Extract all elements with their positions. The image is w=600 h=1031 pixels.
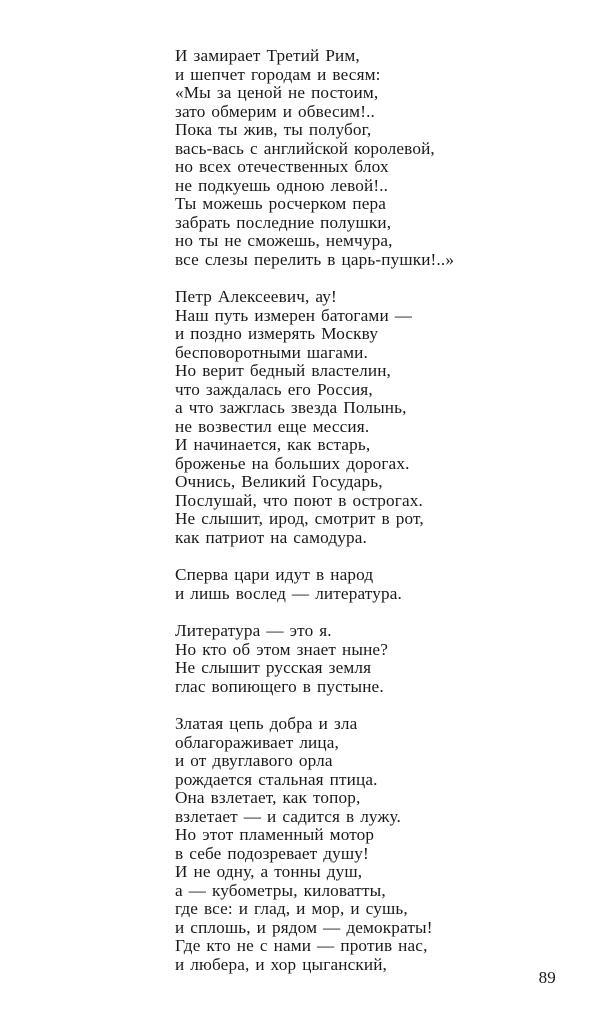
poem-line: «Мы за ценой не постоим, <box>175 83 379 102</box>
poem-line: Литература — это я. <box>175 621 332 640</box>
poem-line: рождается стальная птица. <box>175 769 378 789</box>
poem-line: Очнись, Великий Государь, <box>175 472 383 491</box>
poem-line: что заждалась его Россия, <box>175 379 373 399</box>
poem-line: но ты не сможешь, немчура, <box>175 231 393 250</box>
poem-line: бесповоротными шагами. <box>175 342 368 362</box>
poem-line: Но верит бедный властелин, <box>175 361 391 380</box>
poem-line: и люберa, и хор цыганский, <box>175 954 387 974</box>
poem-line: где все: и глад, и мор, и сушь, <box>175 899 408 918</box>
poem-line: зато обмерим и обвесим!.. <box>175 101 375 121</box>
poem-line: как патриот на самодура. <box>175 527 367 547</box>
poem-line: а что зажглась звезда Полынь, <box>175 398 407 417</box>
stanza-1 <box>175 47 575 269</box>
poem-line: забрать последние полушки, <box>175 212 392 232</box>
poem-line: Наш путь измерен батогами — <box>175 305 413 325</box>
poem-line: не возвестил еще мессия. <box>175 416 370 436</box>
poem-line: глас вопиющего в пустыне. <box>175 676 384 696</box>
poem-line: в себе подозревает душу! <box>175 843 369 863</box>
poem-line: Ты можешь росчерком пера <box>175 194 387 213</box>
poem-line: Петр Алексеевич, ау! <box>175 287 337 306</box>
page-number: 89 <box>538 968 556 987</box>
poem-line: взлетает — и садится в лужу. <box>175 806 401 826</box>
poem-line: но всех отечественных блох <box>175 157 389 176</box>
poem-line: и сплошь, и рядом — демократы! <box>175 917 433 937</box>
poem-line: все слезы перелить в царь-пушки!..» <box>175 249 455 269</box>
poem-line: Но этот пламенный мотор <box>175 825 375 844</box>
poem-line: И начинается, как встарь, <box>175 435 371 454</box>
poem-line: Она взлетает, как топор, <box>175 788 361 807</box>
poem-line: Послушай, что поют в острогах. <box>175 490 423 510</box>
poem-line: не подкуешь одною левой!.. <box>175 175 389 195</box>
poem-line: И не одну, а тонны душ, <box>175 862 363 881</box>
poem-line: Сперва цари идут в народ <box>175 565 374 584</box>
poem-line: и лишь вослед — литература. <box>175 583 402 603</box>
poem-line: Не слышит, ирод, смотрит в рот, <box>175 509 424 528</box>
poem-text <box>175 47 575 974</box>
poem-line: и от двуглавого орла <box>175 751 333 770</box>
poem-line: И замирает Третий Рим, <box>175 46 360 65</box>
stanza-3 <box>175 566 575 603</box>
poem-line: броженье на больших дорогах. <box>175 453 410 473</box>
stanza-2 <box>175 288 575 547</box>
poem-line: Златая цепь добра и зла <box>175 714 358 733</box>
poem-line: облагораживает лица, <box>175 732 339 752</box>
poem-line: Где кто не с нами — против нас, <box>175 936 428 955</box>
stanza-5 <box>175 715 575 974</box>
poem-line: Пока ты жив, ты полубог, <box>175 120 372 139</box>
poem-line: вась-вась с английской королевой, <box>175 138 435 158</box>
poem-line: Но кто об этом знает ныне? <box>175 639 388 659</box>
poem-line: и поздно измерять Москву <box>175 324 379 343</box>
stanza-4 <box>175 622 575 696</box>
poem-line: Не слышит русская земля <box>175 658 372 677</box>
poem-line: и шепчет городам и весям: <box>175 64 381 84</box>
poem-line: а — кубометры, киловатты, <box>175 880 386 900</box>
